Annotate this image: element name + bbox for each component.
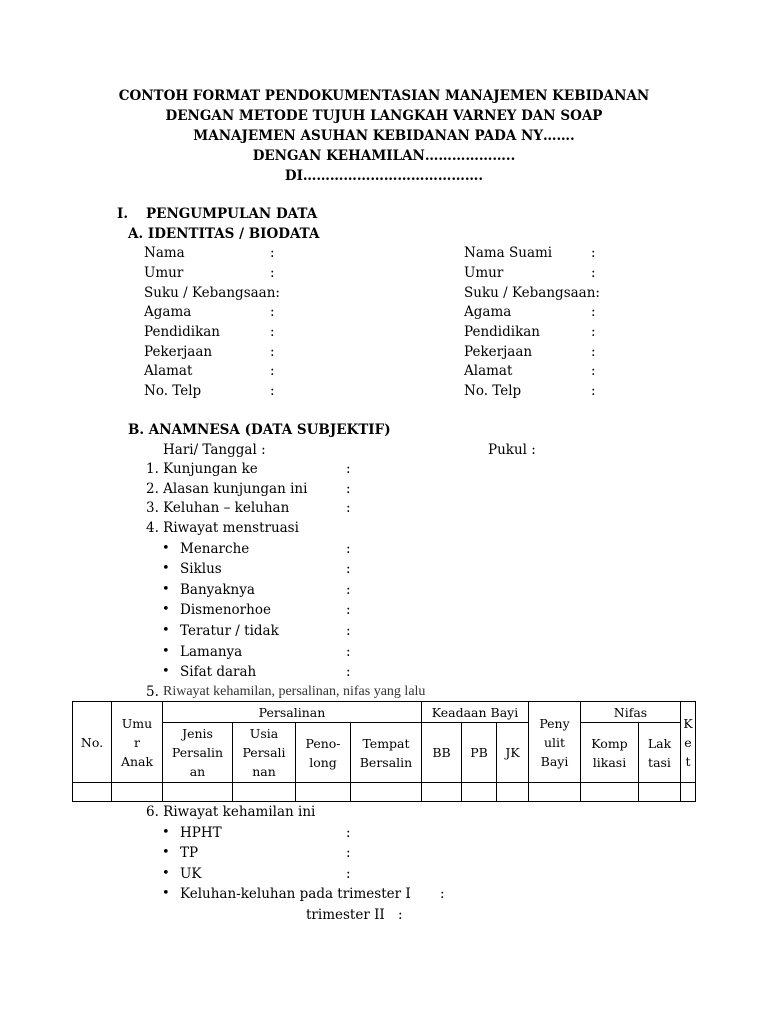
identitas-right-label: Pendidikan xyxy=(464,324,541,340)
menstruasi-colon: : xyxy=(346,664,351,680)
header-bb: BB xyxy=(422,723,462,783)
identitas-left-label: Nama xyxy=(144,245,185,261)
header-ket xyxy=(681,702,696,783)
header-text: e xyxy=(684,734,692,750)
menstruasi-colon: : xyxy=(346,541,351,557)
kehamilan-colon: : xyxy=(346,866,351,882)
kehamilan-item: HPHT xyxy=(180,825,222,841)
header-usia-persalinan xyxy=(233,723,296,783)
header-text: nan xyxy=(252,764,276,779)
bullet-icon: • xyxy=(162,561,170,576)
doc-title-line-3: MANAJEMEN ASUHAN KEBIDANAN PADA NY……. xyxy=(193,128,575,144)
header-penyulit-bayi xyxy=(529,702,581,783)
doc-title-line-5: DI…………………………………. xyxy=(284,168,484,184)
menstruasi-item: Siklus xyxy=(180,561,222,577)
identitas-left-colon: : xyxy=(270,324,275,340)
header-text: Jenis xyxy=(182,726,213,741)
doc-title-line-2: DENGAN METODE TUJUH LANGKAH VARNEY DAN SOAP xyxy=(165,108,603,124)
header-text: r xyxy=(134,734,140,750)
trimester-2-colon: : xyxy=(398,907,403,923)
bullet-icon: • xyxy=(162,623,170,638)
header-umur-anak xyxy=(112,702,163,783)
identitas-left-label: Umur xyxy=(144,265,184,281)
bullet-icon: • xyxy=(162,582,170,597)
header-text: Komp xyxy=(591,735,628,751)
table-cell xyxy=(351,783,422,802)
item5-label: Riwayat kehamilan, persalinan, nifas yang lalu xyxy=(163,684,426,699)
identitas-left-colon: : xyxy=(270,344,275,360)
table-cell xyxy=(163,783,233,802)
anamnesa-item-colon: : xyxy=(346,461,351,477)
header-penolong xyxy=(296,723,351,783)
table-cell xyxy=(296,783,351,802)
menstruasi-colon: : xyxy=(346,623,351,639)
table-cell xyxy=(529,783,581,802)
header-jk: JK xyxy=(497,723,529,783)
header-text: Lak xyxy=(647,735,672,751)
kehamilan-item: UK xyxy=(180,866,202,882)
header-text: K xyxy=(683,715,693,731)
header-text: Peny xyxy=(539,715,570,731)
table-cell xyxy=(233,783,296,802)
header-text: an xyxy=(189,764,206,779)
menstruasi-item: Teratur / tidak xyxy=(180,623,279,639)
identitas-right-label: Pekerjaan xyxy=(464,344,533,360)
bullet-icon: • xyxy=(162,541,170,556)
identitas-left-colon: : xyxy=(270,245,275,261)
section-number: I. xyxy=(117,206,129,222)
header-text: Bersalin xyxy=(359,754,413,770)
identitas-right-colon: : xyxy=(591,363,596,379)
header-text: Anak xyxy=(120,753,154,769)
bullet-icon: • xyxy=(162,866,170,881)
menstruasi-colon: : xyxy=(346,602,351,618)
table-cell xyxy=(681,783,696,802)
header-no: No. xyxy=(73,702,112,783)
header-persalinan: Persalinan xyxy=(163,702,422,723)
menstruasi-item: Menarche xyxy=(180,541,250,557)
identitas-left-label: No. Telp xyxy=(144,383,202,399)
identitas-right-colon: : xyxy=(591,383,596,399)
bullet-icon: • xyxy=(162,886,170,901)
identitas-right-label: Suku / Kebangsaan: xyxy=(464,285,600,301)
identitas-right-label: Umur xyxy=(464,265,504,281)
header-laktasi xyxy=(639,723,681,783)
item6-label: 6. Riwayat kehamilan ini xyxy=(146,804,316,820)
keluhan-trimester-1-colon: : xyxy=(440,886,445,902)
identitas-left-label: Alamat xyxy=(144,363,193,379)
identitas-right-colon: : xyxy=(591,304,596,320)
anamnesa-heading: B. ANAMNESA (DATA SUBJEKTIF) xyxy=(128,422,391,438)
table-cell xyxy=(422,783,462,802)
table-cell xyxy=(497,783,529,802)
table-cell xyxy=(462,783,497,802)
header-text: Persalin xyxy=(171,745,224,760)
identitas-left-colon: : xyxy=(270,265,275,281)
header-text: Peno- xyxy=(305,735,341,751)
identitas-right-colon: : xyxy=(591,265,596,281)
identitas-left-label: Suku / Kebangsaan: xyxy=(144,285,280,301)
anamnesa-item: 4. Riwayat menstruasi xyxy=(146,520,299,536)
section-title: PENGUMPULAN DATA xyxy=(146,206,318,222)
header-text: Tempat xyxy=(362,735,410,751)
anamnesa-item: 2. Alasan kunjungan ini xyxy=(146,481,308,497)
item5-number: 5. xyxy=(146,684,159,700)
doc-title-line-1: CONTOH FORMAT PENDOKUMENTASIAN MANAJEMEN KEBIDANAN xyxy=(118,88,650,104)
identitas-left-label: Pendidikan xyxy=(144,324,221,340)
keluhan-trimester-1: Keluhan-keluhan pada trimester I xyxy=(180,886,411,902)
bullet-icon: • xyxy=(162,644,170,659)
identitas-right-colon: : xyxy=(591,324,596,340)
identitas-left-colon: : xyxy=(270,304,275,320)
menstruasi-item: Lamanya xyxy=(180,644,243,660)
header-text: likasi xyxy=(592,754,627,770)
table-row xyxy=(73,783,696,802)
bullet-icon: • xyxy=(162,845,170,860)
table-cell xyxy=(639,783,681,802)
header-text: t xyxy=(685,753,691,769)
header-text: Umu xyxy=(121,715,153,731)
identitas-left-colon: : xyxy=(270,363,275,379)
doc-title-line-4: DENGAN KEHAMILAN……………….. xyxy=(252,148,516,164)
kehamilan-colon: : xyxy=(346,845,351,861)
menstruasi-item: Sifat darah xyxy=(180,664,257,680)
bullet-icon: • xyxy=(162,602,170,617)
bullet-icon: • xyxy=(162,825,170,840)
identitas-left-colon: : xyxy=(270,383,275,399)
pukul-label: Pukul : xyxy=(488,442,536,458)
header-tempat-bersalin xyxy=(351,723,422,783)
identitas-right-colon: : xyxy=(591,245,596,261)
identitas-right-label: Alamat xyxy=(464,363,513,379)
identitas-right-label: No. Telp xyxy=(464,383,522,399)
anamnesa-item: 1. Kunjungan ke xyxy=(146,461,258,477)
header-keadaan-bayi: Keadaan Bayi xyxy=(422,702,529,723)
riwayat-table xyxy=(72,701,696,802)
header-jenis-persalinan xyxy=(163,723,233,783)
header-text: ulit xyxy=(543,734,566,750)
header-text: Usia xyxy=(249,726,279,741)
header-text: long xyxy=(309,754,337,770)
menstruasi-item: Dismenorhoe xyxy=(180,602,271,618)
trimester-2: trimester II xyxy=(306,907,385,923)
header-text: Bayi xyxy=(540,753,569,769)
bullet-icon: • xyxy=(162,664,170,679)
header-komplikasi xyxy=(581,723,639,783)
identitas-right-colon: : xyxy=(591,344,596,360)
identitas-right-label: Agama xyxy=(464,304,512,320)
header-text: tasi xyxy=(648,754,671,770)
identitas-right-label: Nama Suami xyxy=(464,245,553,261)
identitas-left-label: Pekerjaan xyxy=(144,344,213,360)
identitas-heading: A. IDENTITAS / BIODATA xyxy=(128,226,320,242)
kehamilan-colon: : xyxy=(346,825,351,841)
table-cell xyxy=(112,783,163,802)
kehamilan-item: TP xyxy=(180,845,199,861)
header-pb: PB xyxy=(462,723,497,783)
identitas-left-label: Agama xyxy=(144,304,192,320)
menstruasi-colon: : xyxy=(346,582,351,598)
header-text: Persali xyxy=(242,745,286,760)
header-nifas: Nifas xyxy=(581,702,681,723)
anamnesa-item: 3. Keluhan – keluhan xyxy=(146,500,290,516)
menstruasi-colon: : xyxy=(346,561,351,577)
table-cell xyxy=(73,783,112,802)
hari-tanggal-label: Hari/ Tanggal : xyxy=(163,442,266,458)
menstruasi-item: Banyaknya xyxy=(180,582,255,598)
menstruasi-colon: : xyxy=(346,644,351,660)
anamnesa-item-colon: : xyxy=(346,481,351,497)
table-cell xyxy=(581,783,639,802)
anamnesa-item-colon: : xyxy=(346,500,351,516)
